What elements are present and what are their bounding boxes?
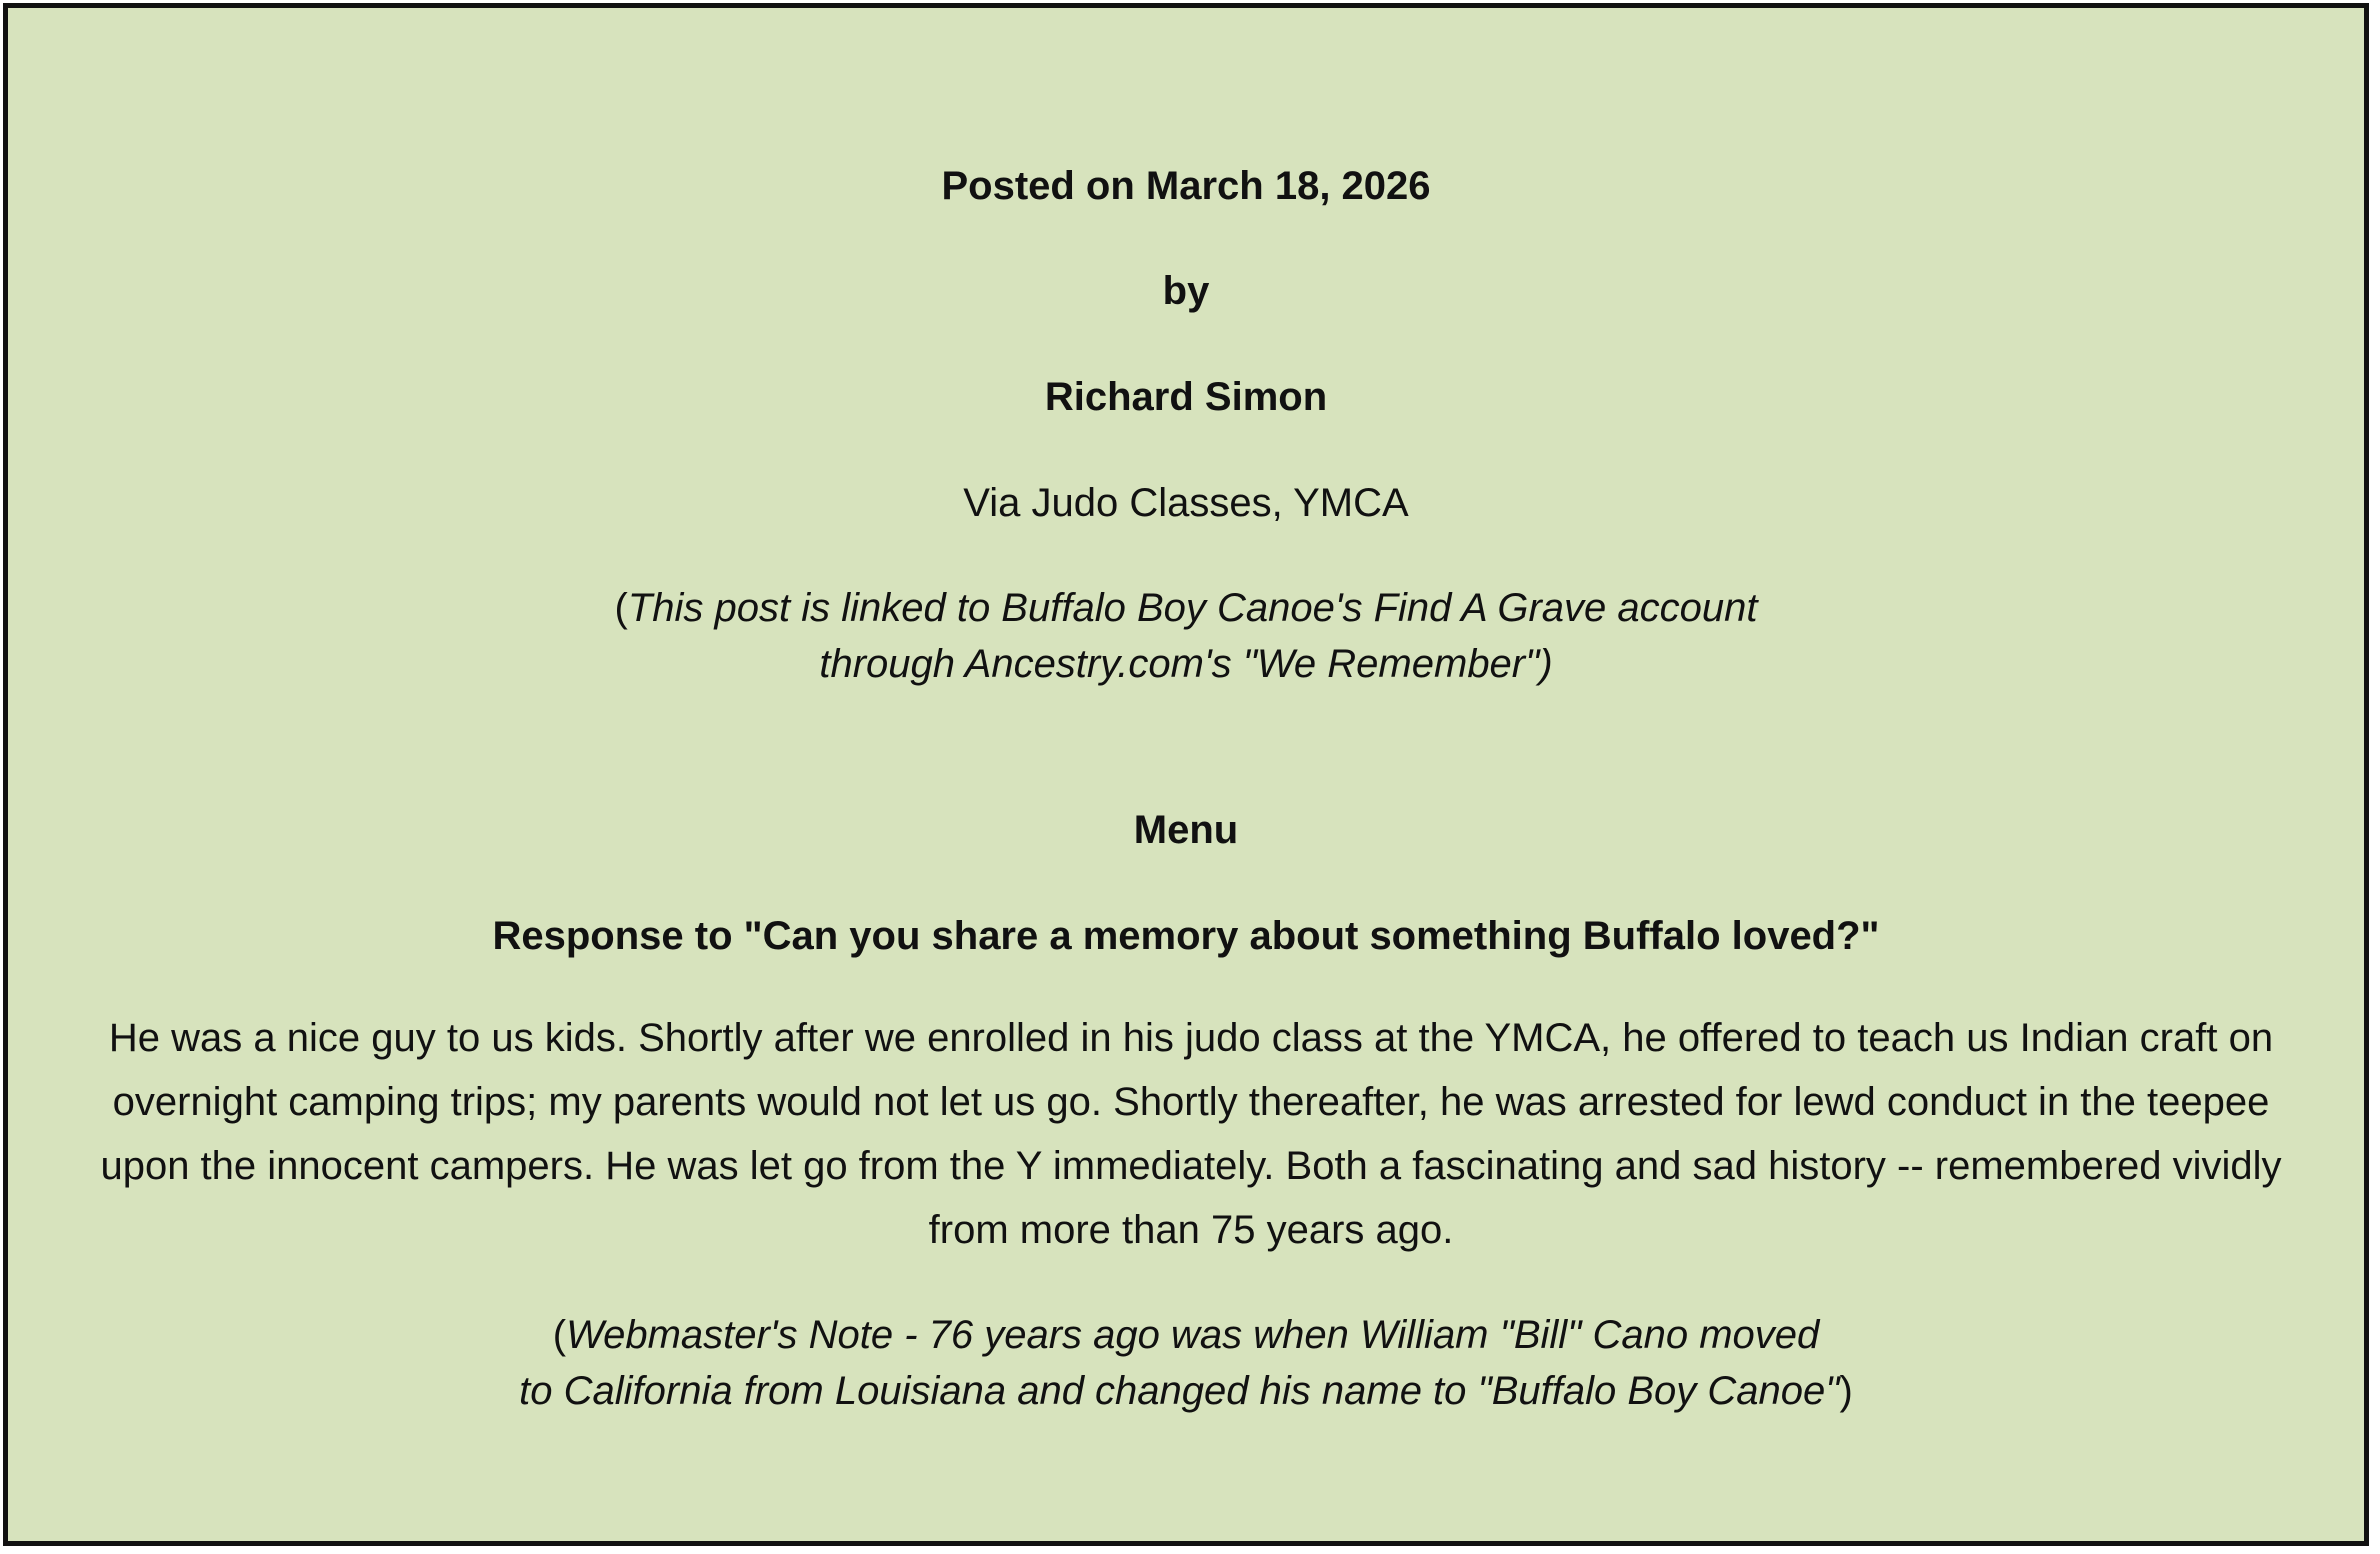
webmaster-note: [8, 1307, 2364, 1419]
link-note-line-2: through Ancestry.com's "We Remember"): [819, 642, 1553, 686]
byline-by: by: [1162, 269, 1210, 313]
response-body: He was a nice guy to us kids. Shortly after we enrolled in his judo class at the YMCA, he offered to teach us Indian craft on overnight camping trips; my parents would not let us go. Shortly thereafter, he was arrested for lewd conduct in the teepee upon the innocent campers. He was let go from the Y immediately. Both a fascinating and sad history -- remembered vividly from more than 75 years ago.: [100, 1016, 2282, 1252]
webmaster-note-close-paren: ): [1839, 1369, 1853, 1413]
menu-label[interactable]: Menu: [1133, 808, 1239, 852]
author-name: Richard Simon: [1044, 375, 1328, 419]
posted-date: Posted on March 18, 2026: [941, 164, 1431, 208]
response-heading: Response to "Can you share a memory about something Buffalo loved?": [492, 914, 1880, 958]
webmaster-note-open-paren: (: [552, 1313, 567, 1357]
link-note-line-1: This post is linked to Buffalo Boy Canoe's Find A Grave account: [627, 586, 1758, 630]
post-panel: [3, 3, 2369, 1546]
webmaster-note-line-2: to California from Louisiana and changed his name to "Buffalo Boy Canoe": [519, 1369, 1840, 1413]
link-note-open-paren: (: [614, 586, 628, 630]
webmaster-note-line-1: Webmaster's Note - 76 years ago was when William "Bill" Cano moved: [566, 1313, 1820, 1357]
via-source: Via Judo Classes, YMCA: [963, 481, 1409, 525]
link-note: [8, 580, 2364, 692]
